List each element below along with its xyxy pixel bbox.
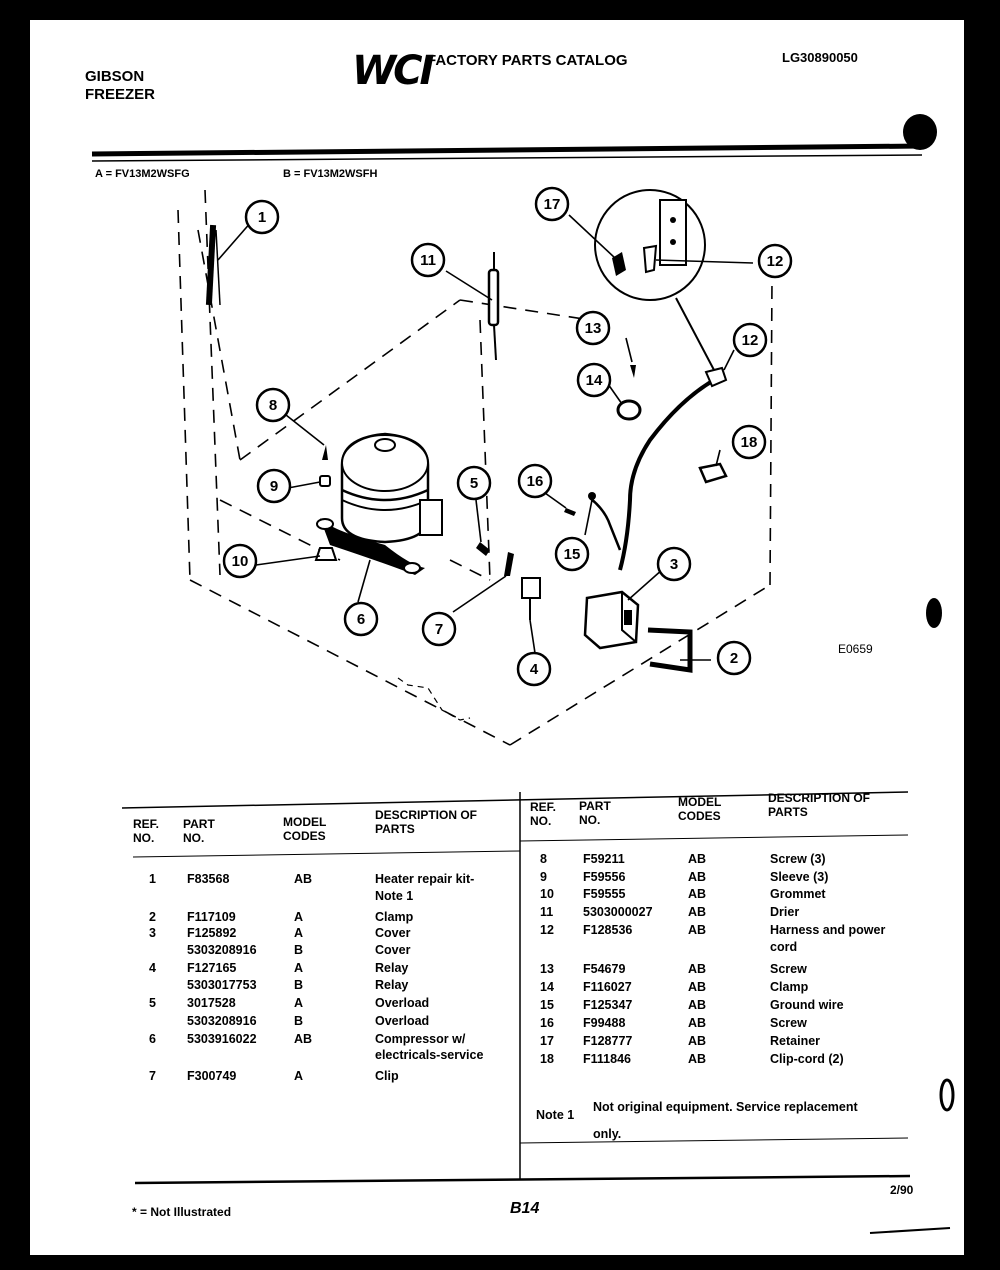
cell-model: A (294, 926, 304, 940)
cell-model: AB (688, 852, 707, 866)
clamp-part (648, 630, 690, 670)
not-illustrated-legend: * = Not Illustrated (132, 1205, 232, 1219)
note-text-line2: only. (593, 1127, 622, 1141)
cell-part: F59556 (583, 870, 626, 884)
cell-desc: Clip (375, 1069, 399, 1083)
callout-9 (258, 470, 290, 502)
cell-ref: 18 (540, 1052, 554, 1066)
cell-model: AB (688, 962, 707, 976)
callout-label: 6 (356, 611, 366, 628)
cell-part: F99488 (583, 1016, 626, 1030)
table-header-rule (133, 851, 520, 857)
cell-desc: Ground wire (770, 998, 844, 1012)
cell-model: A (294, 1069, 304, 1083)
cell-desc: Overload (375, 1014, 430, 1028)
cell-part: F300749 (187, 1069, 237, 1083)
cell-desc: Relay (375, 961, 409, 975)
wci-logo: WCI (352, 48, 432, 94)
callout-7 (423, 613, 455, 645)
cell-desc: Retainer (770, 1034, 821, 1048)
cell-ref: 14 (540, 980, 554, 994)
callout-label: 18 (740, 434, 758, 451)
callout-14 (578, 364, 610, 396)
header-desc-right: DESCRIPTION OF PARTS (768, 791, 871, 819)
cell-desc: Drier (770, 905, 800, 919)
cell-part: 3017528 (187, 996, 236, 1010)
cover-part (585, 592, 638, 648)
cell-ref: 9 (540, 870, 547, 884)
cell-desc: Screw (770, 1016, 807, 1030)
binder-hole-mark (926, 598, 942, 628)
cell-ref: 16 (540, 1016, 554, 1030)
cell-ref: 2 (149, 910, 156, 924)
cell-ref: 1 (149, 872, 156, 886)
cell-desc: Sleeve (3) (770, 870, 829, 884)
header-part-right: PART NO. (579, 799, 611, 827)
header-ref-right: REF. NO. (530, 800, 557, 828)
callout-3 (658, 548, 690, 580)
cell-desc: Compressor w/ (375, 1032, 466, 1046)
binder-hole-mark (941, 1080, 953, 1110)
callout-label: 13 (584, 320, 602, 337)
drier-part (489, 252, 498, 360)
cell-part: F128777 (583, 1034, 633, 1048)
cell-desc: Cover (375, 943, 411, 957)
note-rule (520, 1138, 908, 1143)
cell-ref: 12 (540, 923, 554, 937)
callout-label: 11 (420, 252, 436, 269)
table-bottom-rule (135, 1176, 910, 1183)
cell-ref: 11 (540, 905, 554, 919)
revision-date: 2/90 (890, 1183, 914, 1197)
callout-label: 2 (729, 650, 739, 667)
cell-model: AB (688, 923, 707, 937)
cell-ref: 5 (149, 996, 156, 1010)
cell-ref: 3 (149, 926, 156, 940)
cell-model: AB (294, 872, 313, 886)
cell-ref: 17 (540, 1034, 554, 1048)
model-b-code: B = FV13M2WSFH (283, 168, 378, 180)
callout-5 (458, 467, 490, 499)
compressor-part (317, 434, 442, 575)
cell-model: AB (294, 1032, 313, 1046)
cell-part: 5303208916 (187, 943, 257, 957)
cell-part: F127165 (187, 961, 237, 975)
clip-part (504, 552, 514, 576)
callout-label: 15 (563, 546, 581, 563)
catalog-title: FACTORY PARTS CATALOG (427, 52, 628, 69)
cell-desc: Screw (770, 962, 807, 976)
cell-desc: electricals-service (375, 1048, 484, 1062)
cell-model: AB (688, 998, 707, 1012)
cell-desc: Clip-cord (2) (770, 1052, 844, 1066)
callout-1 (246, 201, 278, 233)
cell-part: F125892 (187, 926, 237, 940)
cell-part: F116027 (583, 980, 632, 994)
page-number: B14 (510, 1200, 540, 1217)
cell-desc: Heater repair kit- (375, 872, 475, 886)
cell-ref: 8 (540, 852, 547, 866)
callout-18 (733, 426, 765, 458)
header-model-right: MODEL CODES (678, 795, 722, 823)
screw-part (322, 445, 328, 460)
cell-model: AB (688, 887, 707, 901)
header-ref-left: REF. NO. (133, 817, 160, 845)
cell-desc: Overload (375, 996, 430, 1010)
cell-part: F54679 (583, 962, 626, 976)
note-text-line1: Not original equipment. Service replacement (593, 1100, 858, 1114)
brand-name: GIBSON (85, 68, 145, 85)
note-label: Note 1 (536, 1108, 575, 1122)
cell-desc: Harness and power (770, 923, 886, 937)
binder-hole-mark (903, 114, 937, 150)
cell-ref: 10 (540, 887, 554, 901)
cell-desc: Screw (3) (770, 852, 826, 866)
callout-label: 7 (434, 621, 444, 638)
callout-label: 12 (741, 332, 759, 349)
callout-label: 14 (585, 372, 603, 389)
callout-label: 4 (529, 661, 539, 678)
header-part-left: PART NO. (183, 817, 215, 845)
cabinet-outline (398, 678, 470, 720)
header-rule-thick (92, 146, 922, 154)
callout-label: 5 (469, 475, 479, 492)
callout-label: 8 (268, 397, 278, 414)
callout-12 (734, 324, 766, 356)
relay-part (522, 578, 540, 620)
cell-desc: cord (770, 940, 798, 954)
callout-10 (224, 545, 256, 577)
cell-model: B (294, 978, 304, 992)
header-model-left: MODEL CODES (283, 815, 327, 843)
cell-ref: 6 (149, 1032, 156, 1046)
callout-16 (519, 465, 551, 497)
cell-desc: Cover (375, 926, 411, 940)
cell-part: 5303000027 (583, 905, 653, 919)
cell-part: 5303208916 (187, 1014, 257, 1028)
cell-desc: Clamp (770, 980, 809, 994)
callout-11 (412, 244, 444, 276)
cell-desc: Grommet (770, 887, 826, 901)
inset-detail (595, 190, 714, 370)
grommet-part (316, 548, 336, 560)
cell-part: F59211 (583, 852, 625, 866)
cell-ref: 7 (149, 1069, 156, 1083)
callout-group (224, 188, 791, 685)
cell-model: AB (688, 870, 707, 884)
catalog-number: LG30890050 (782, 50, 858, 65)
cell-desc: Clamp (375, 910, 414, 924)
product-type: FREEZER (85, 86, 156, 103)
cell-model: A (294, 961, 304, 975)
cell-model: A (294, 910, 304, 924)
cell-model: B (294, 1014, 304, 1028)
sleeve-part (320, 476, 330, 486)
table-top-rule (122, 792, 908, 808)
diagram-id: E0659 (838, 642, 873, 656)
cell-part: F117109 (187, 910, 236, 924)
callout-label: 10 (231, 553, 249, 570)
clip-cord-part (700, 464, 726, 482)
cell-part: F111846 (583, 1052, 631, 1066)
callout-label: 16 (526, 473, 544, 490)
callout-label: 12 (766, 253, 784, 270)
cell-part: 5303916022 (187, 1032, 257, 1046)
header-rule-thin (92, 155, 922, 161)
cell-model: AB (688, 1052, 707, 1066)
screw-part (630, 365, 636, 378)
callout-4 (518, 653, 550, 685)
cell-desc: Note 1 (375, 889, 414, 903)
callout-8 (257, 389, 289, 421)
callout-label: 17 (543, 196, 561, 213)
callout-6 (345, 603, 377, 635)
cell-model: B (294, 943, 304, 957)
exploded-parts-diagram (30, 20, 964, 1255)
model-a-code: A = FV13M2WSFG (95, 168, 190, 180)
ground-wire-part (590, 498, 620, 550)
screw-part (564, 508, 576, 516)
callout-label: 1 (257, 209, 267, 226)
cell-model: AB (688, 1034, 707, 1048)
callout-17 (536, 188, 568, 220)
cell-model: A (294, 996, 304, 1010)
cell-part: 5303017753 (187, 978, 257, 992)
cell-ref: 15 (540, 998, 554, 1012)
header-desc-left: DESCRIPTION OF PARTS (375, 808, 478, 836)
cell-ref: 4 (149, 961, 156, 975)
cell-model: AB (688, 980, 707, 994)
cell-desc: Relay (375, 978, 409, 992)
cell-part: F128536 (583, 923, 633, 937)
cell-model: AB (688, 1016, 707, 1030)
heater-part (206, 225, 220, 305)
cell-part: F125347 (583, 998, 633, 1012)
footer-rule (870, 1228, 950, 1233)
callout-13 (577, 312, 609, 344)
paper-sheet (30, 20, 964, 1255)
callout-2 (718, 642, 750, 674)
callout-15 (556, 538, 588, 570)
table-header-rule (520, 835, 908, 841)
cell-model: AB (688, 905, 707, 919)
callout-label: 3 (669, 556, 679, 573)
callout-12 (759, 245, 791, 277)
cell-part: F83568 (187, 872, 230, 886)
cell-ref: 13 (540, 962, 554, 976)
callout-label: 9 (269, 478, 279, 495)
ground-wire-terminal (588, 492, 596, 500)
cell-part: F59555 (583, 887, 626, 901)
